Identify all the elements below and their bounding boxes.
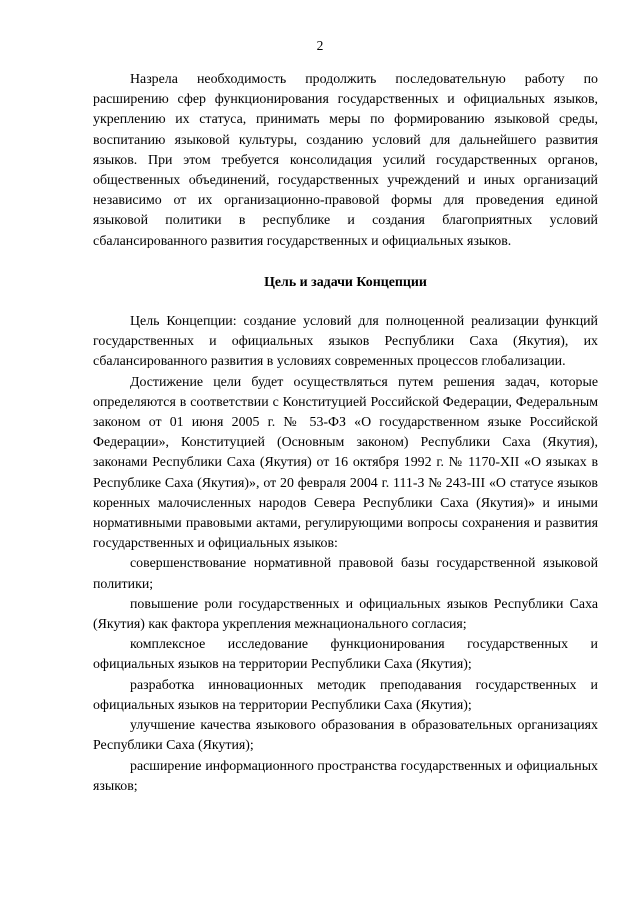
- tasks-intro-paragraph: Достижение цели будет осуществляться путем решения задач, которые определяются в соответствии с Конституцией Российской Федерации, Федеральным законом от 01 июня 2005 г. № 53-ФЗ «О государственном языке Российской Федерации», Конституцией (Основным законом) Республики Саха (Якутия), законами Республики Саха (Якутия) от 16 октября 1992 г. № 1170-XII «О языках в Республике Саха (Якутия)», от 20 февраля 2004 г. 111-З № 243-III «О статусе языков коренных малочисленных народов Севера Республики Саха (Якутия)» и иными нормативными правовыми актами, регулирующими вопросы сохранения и развития государственных и официальных языков:: [93, 374, 598, 552]
- spacer: [93, 252, 598, 273]
- intro-paragraph: Назрела необходимость продолжить последовательную работу по расширению сфер функционирования государственных и официальных языков, укреплению их статуса, принимать меры по формированию языковой среды, воспитанию языковой культуры, созданию условий для дальнейшего развития языков. При этом требуется консолидация усилий государственных органов, общественных объединений, государственных учреждений и иных организаций независимо от их организационно-правовой формы для проведения единой языковой политики в республике и создания благоприятных условий сбалансированного развития государственных и официальных языков.: [93, 72, 598, 249]
- spacer: [93, 293, 598, 312]
- goal-paragraph: Цель Концепции: создание условий для полноценной реализации функций государственных и официальных языков Республики Саха (Якутия), их сбалансированного развития в условиях современных процессов глобализации.: [93, 314, 598, 370]
- task-item: разработка инновационных методик преподавания государственных и официальных языков на территории Республики Саха (Якутия);: [93, 677, 598, 713]
- task-item: комплексное исследование функционирования государственных и официальных языков на территории Республики Саха (Якутия);: [93, 637, 598, 673]
- section-heading: Цель и задачи Концепции: [264, 274, 427, 290]
- task-item: совершенствование нормативной правовой базы государственной языковой политики;: [93, 556, 598, 592]
- task-item: расширение информационного пространства государственных и официальных языков;: [93, 758, 598, 794]
- task-item: улучшение качества языкового образования в образовательных организациях Республики Саха (Якутия);: [93, 718, 598, 754]
- document-body: [93, 70, 598, 797]
- task-item: повышение роли государственных и официальных языков Республики Саха (Якутия) как фактора укрепления межнационального согласия;: [93, 596, 598, 633]
- page-number: 2: [316, 38, 324, 53]
